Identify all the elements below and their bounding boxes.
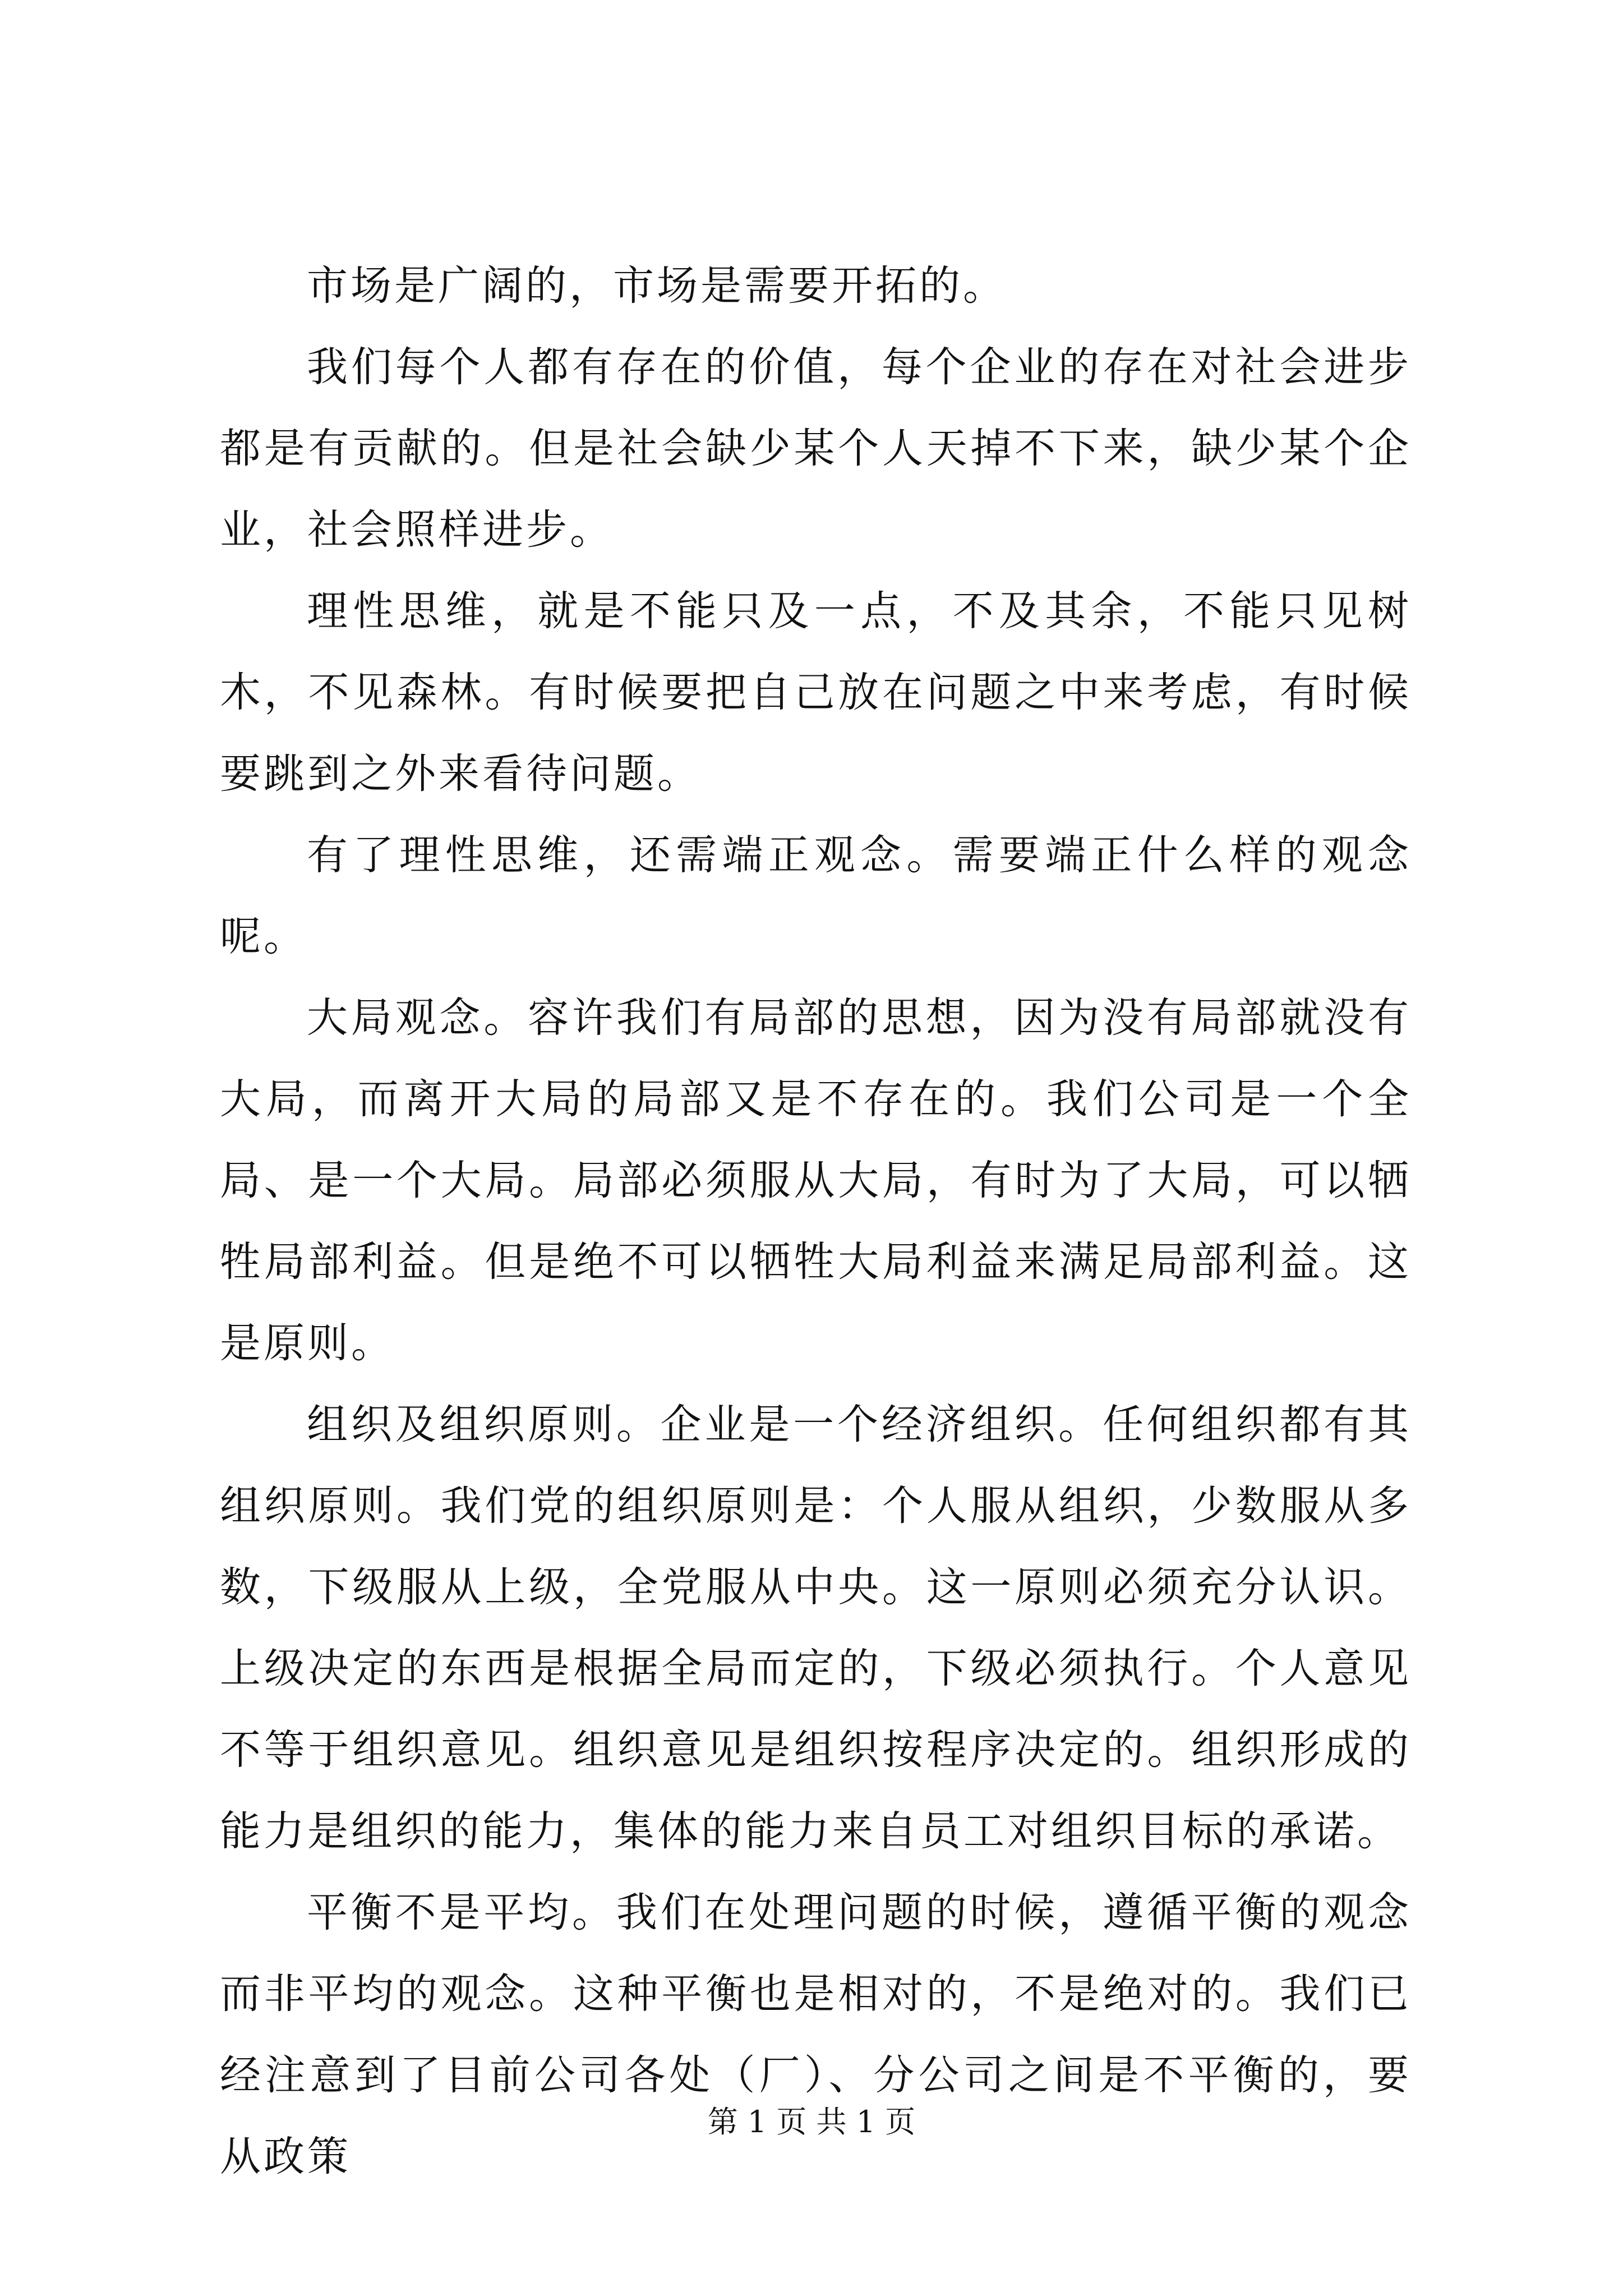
paragraph-1: 市场是广阔的，市场是需要开拓的。: [307, 262, 1007, 310]
paragraph-3: 理性思维，就是不能只及一点，不及其余，不能只见树木，不见森林。有时候要把自己放在问题之中来考虑，有时候要跳到之外来看待问题。: [220, 587, 1412, 798]
paragraph-7: 平衡不是平均。我们在处理问题的时候，遵循平衡的观念而非平均的观念。这种平衡也是相对的，不是绝对的。我们已经注意到了目前公司各处（厂）、分公司之间是不平衡的，要从政策: [220, 1889, 1412, 2180]
paragraph-4: 有了理性思维，还需端正观念。需要端正什么样的观念呢。: [220, 831, 1412, 960]
paragraph-2: 我们每个人都有存在的价值，每个企业的存在对社会进步都是有贡献的。但是社会缺少某个人天掉不下来，缺少某个企业，社会照样进步。: [220, 343, 1412, 554]
paragraph-5: 大局观念。容许我们有局部的思想，因为没有局部就没有大局，而离开大局的局部又是不存在的。我们公司是一个全局、是一个大局。局部必须服从大局，有时为了大局，可以牺牲局部利益。但是绝不可以牺牲大局利益来满足局部利益。这是原则。: [220, 994, 1412, 1367]
paragraph-6: 组织及组织原则。企业是一个经济组织。任何组织都有其组织原则。我们党的组织原则是：个人服从组织，少数服从多数，下级服从上级，全党服从中央。这一原则必须充分认识。上级决定的东西是根据全局而定的，下级必须执行。个人意见不等于组织意见。组织意见是组织按程序决定的。组织形成的能力是组织的能力，集体的能力来自员工对组织目标的承诺。: [220, 1401, 1412, 1855]
page-number-footer: 第 1 页 共 1 页: [707, 2104, 916, 2139]
document-body: [220, 245, 1412, 2197]
